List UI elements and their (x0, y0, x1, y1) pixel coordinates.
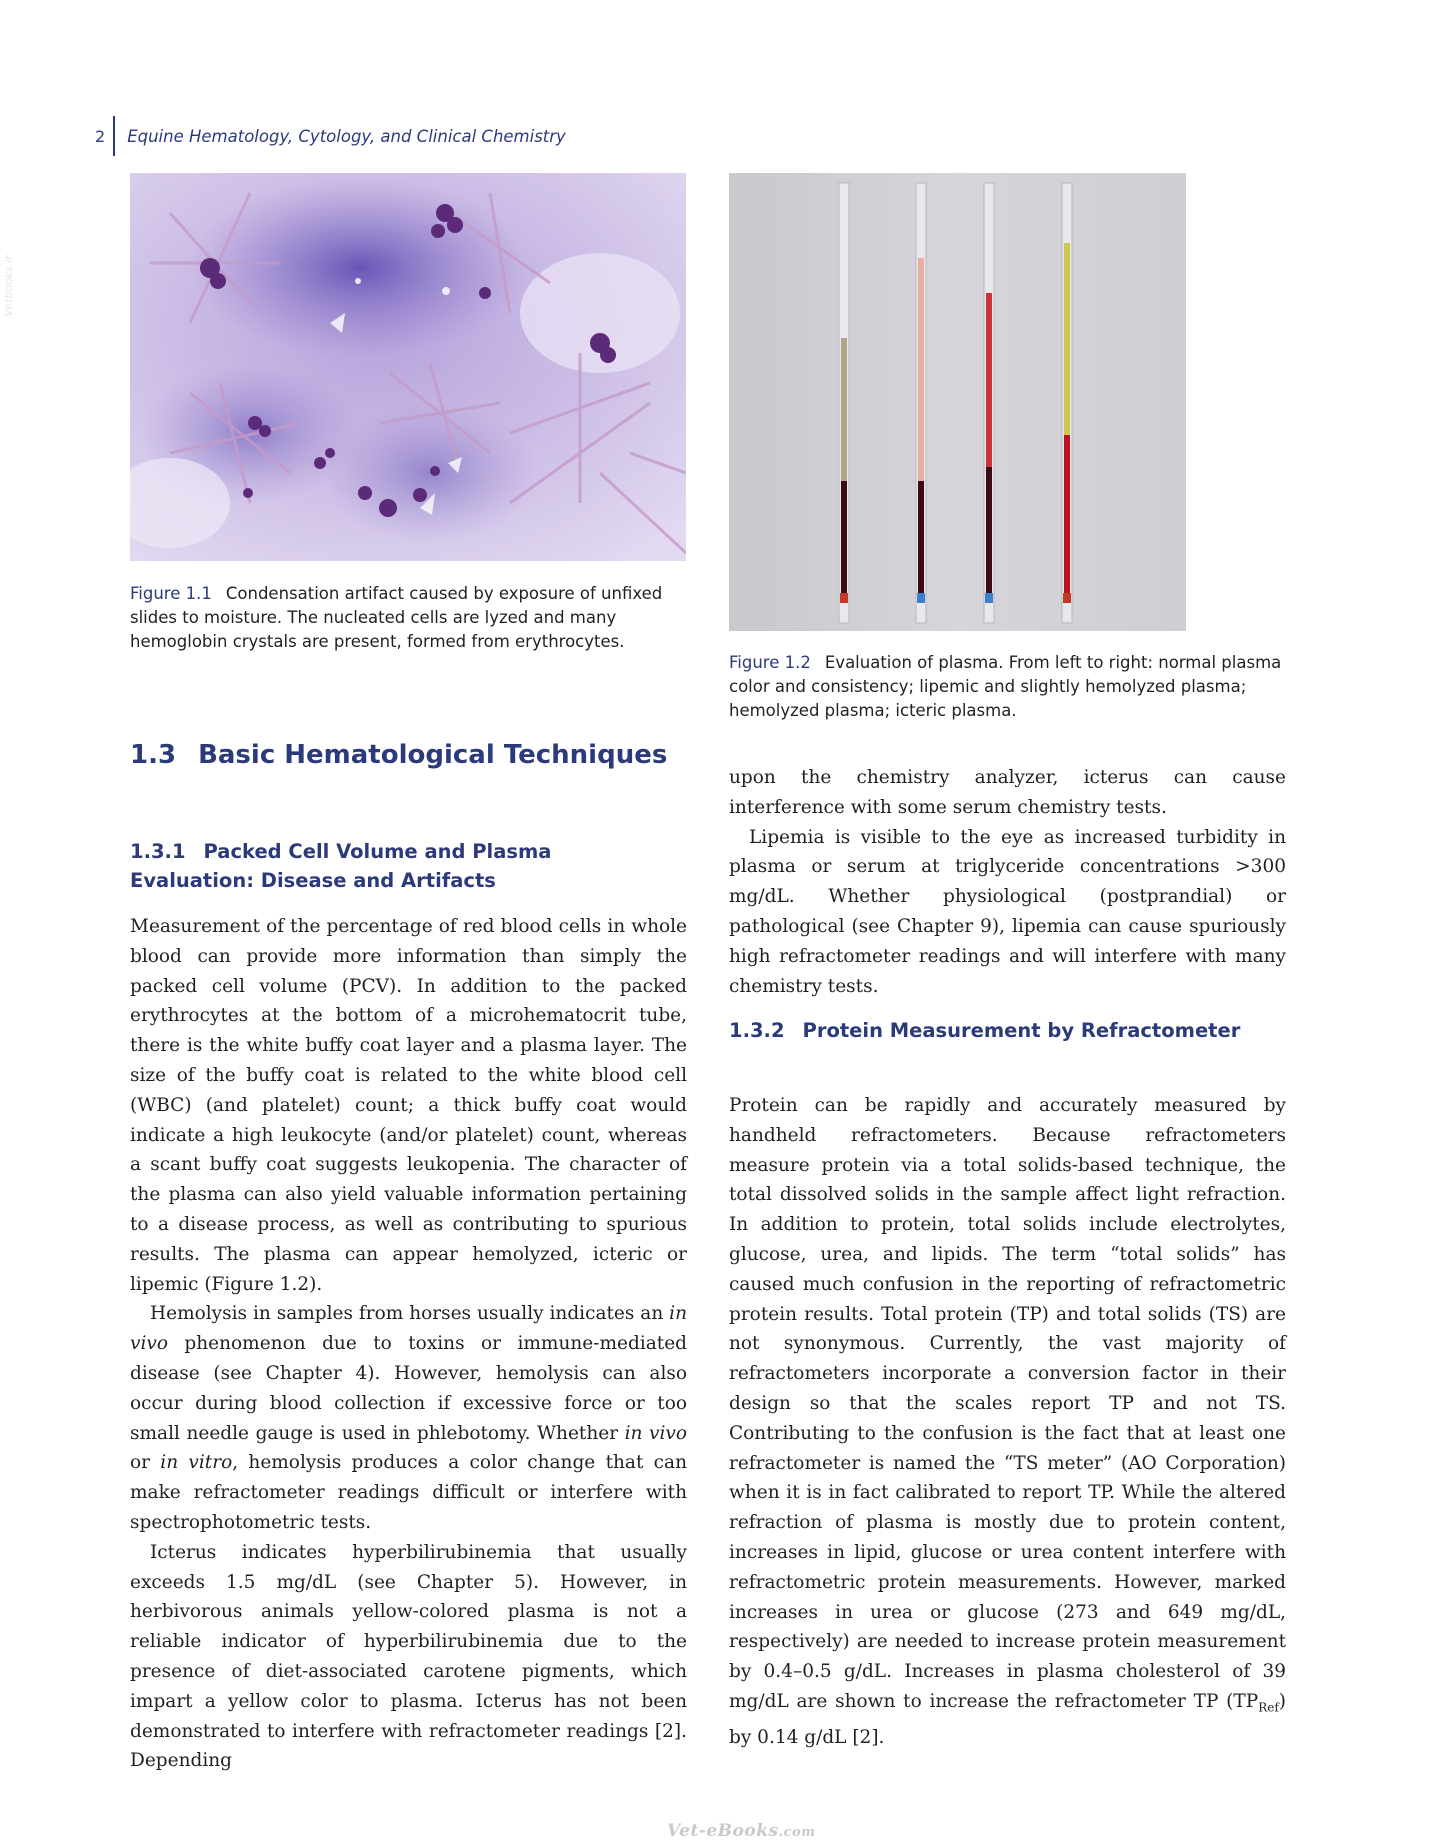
paragraph-pcv: Measurement of the percentage of red blood cells in whole blood can provide more information than simply the packed cell volume (PCV). In addition to the packed erythrocytes at the bottom of a microhematocrit tube, there is the white buffy coat layer and a plasma layer. The size of the buffy coat is related to the white blood cell (WBC) (and platelet) count; a thick buffy coat would indicate a high leukocyte (and/or platelet) count, whereas a scant buffy coat suggests leukopenia. The character of the plasma can also yield valuable information pertaining to a disease process, as well as contributing to spurious results. The plasma can appear hemolyzed, icteric or lipemic (Figure 1.2). (130, 916, 687, 1295)
paragraph-icterus-continued: upon the chemistry analyzer, icterus can cause interference with some serum chemistry tests. (729, 767, 1286, 818)
text-run: Protein can be rapidly and accurately measured by handheld refractometers. Because refractometers measure protein via a total solids-based technique, the total dissolved solids in the sample affect light refraction. In addition to protein, total solids include electrolytes, glucose, urea, and lipids. The term “total solids” has caused much confusion in the reporting of refractometric protein results. Total protein (TP) and total solids (TS) are not synonymous. Currently, the vast majority of refractometers incorporate a conversion factor in their design so that the scales report TP and not TS. Contributing to the confusion is the fact that at least one refractometer is named the “TS meter” (AO Corporation) when it is in fact calibrated to report TP. While the altered refraction of plasma is mostly due to protein content, increases in lipid, glucose or urea content interfere with refractometric protein measurements. However, marked increases in urea or glucose (273 and 649 mg/dL, respectively) are needed to increase protein measurement by 0.4–0.5 g/dL. Increases in plasma cholesterol of 39 mg/dL are shown to increase the refractometer TP (TP (729, 1095, 1286, 1712)
subsection-2-number: 1.3.2 (729, 1019, 785, 1042)
page-number: 2 (95, 126, 106, 146)
footer-watermark (667, 1821, 815, 1841)
figure-1-1-caption-text: Condensation artifact caused by exposure of unfixed slides to moisture. The nucleated cells are lyzed and many hemoglobin crystals are present, formed from erythrocytes. (130, 584, 663, 651)
right-column-body-bottom (729, 1091, 1286, 1753)
italic-term: in vivo (130, 1303, 687, 1355)
side-watermark: Vetbooks.ir (2, 255, 15, 317)
italic-term: in vivo (624, 1422, 688, 1444)
figure-1-2-image (729, 173, 1186, 631)
left-column-body (130, 912, 687, 1776)
subsection-1-title: Packed Cell Volume and Plasma Evaluation: Disease and Artifacts (130, 840, 552, 892)
section-number: 1.3 (130, 740, 177, 770)
tube-normal (839, 183, 849, 623)
text-run: or (130, 1452, 161, 1474)
figure-1-2-label: Figure 1.2 (729, 653, 811, 672)
paragraph-icterus: Icterus indicates hyperbilirubinemia that usually exceeds 1.5 mg/dL (see Chapter 5). However, in herbivorous animals yellow-colored plasma is not a reliable indicator of hyperbilirubinemia due to the presence of diet-associated carotene pigments, which impart a yellow color to plasma. Icterus has not been demonstrated to interfere with refractometer readings [2]. Depending (130, 1541, 687, 1772)
tube-hemolyzed (984, 183, 994, 623)
subsection-1-heading (130, 837, 650, 895)
paragraph-lipemia: Lipemia is visible to the eye as increased turbidity in plasma or serum at triglyceride concentrations >300 mg/dL. Whether physiological (postprandial) or pathological (see Chapter 9), lipemia can cause spuriously high refractometer readings and will interfere with many chemistry tests. (729, 826, 1286, 997)
figure-1-2-caption (729, 651, 1289, 723)
figure-1-1-caption (130, 582, 675, 654)
italic-term: in vitro (160, 1452, 233, 1474)
figure-1-1-label: Figure 1.1 (130, 584, 212, 603)
footer-watermark-main: Vet-eBooks (667, 1821, 779, 1841)
paragraph-refractometer (729, 1091, 1286, 1753)
micrograph-illustration (130, 173, 686, 561)
section-title: Basic Hematological Techniques (198, 740, 668, 770)
right-column-body-top (729, 763, 1286, 1001)
text-run: Hemolysis in samples from horses usually indicates an (150, 1303, 670, 1325)
paragraph-hemolysis (130, 1299, 687, 1537)
text-run: phenomenon due to toxins or immune-mediated disease (see Chapter 4). However, hemolysis can also occur during blood collection if excessive force or too small needle gauge is used in phlebotomy. Whether (130, 1333, 687, 1444)
footer-watermark-suffix: .com (778, 1825, 816, 1840)
subsection-1-number: 1.3.1 (130, 840, 186, 863)
hematocrit-tubes-illustration (729, 173, 1186, 631)
running-header (95, 116, 566, 156)
text-run: , hemolysis produces a color change that can make refractometer readings difficult or interfere with spectrophotometric tests. (130, 1452, 687, 1533)
header-divider (113, 116, 115, 156)
subscript: Ref (1258, 1700, 1279, 1715)
section-heading (130, 738, 670, 772)
tube-icteric (1062, 183, 1072, 623)
figure-1-1-image (130, 173, 686, 561)
subsection-2-title: Protein Measurement by Refractometer (802, 1019, 1241, 1042)
subsection-2-heading (729, 1016, 1249, 1045)
tube-lipemic (916, 183, 926, 623)
figure-1-2-caption-text: Evaluation of plasma. From left to right: normal plasma color and consistency; lipemic and slightly hemolyzed plasma; hemolyzed plasma; icteric plasma. (729, 653, 1282, 720)
running-title: Equine Hematology, Cytology, and Clinical Chemistry (127, 126, 566, 146)
text-run: ) by 0.14 g/dL [2]. (729, 1690, 1286, 1749)
